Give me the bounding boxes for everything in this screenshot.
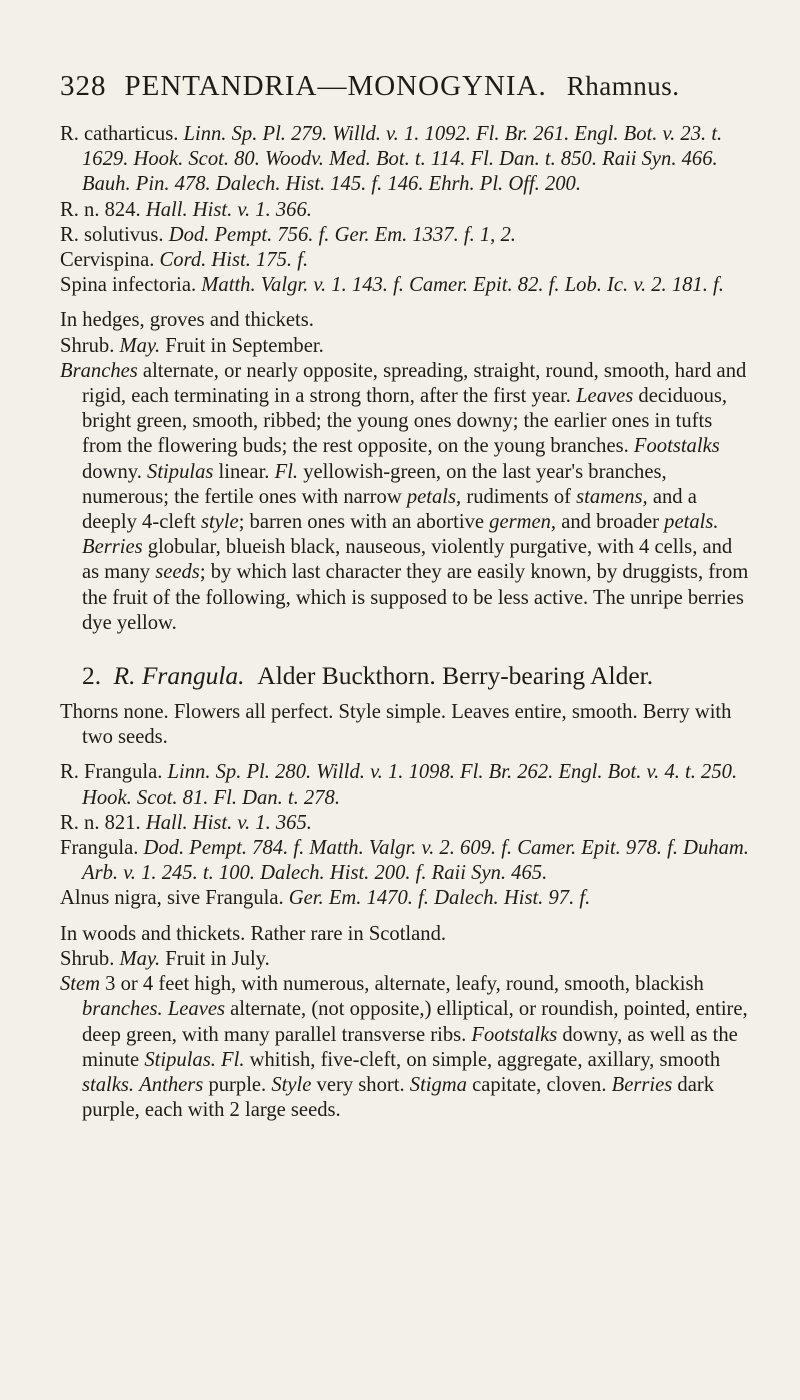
text: ; barren ones with an abortive — [238, 511, 490, 534]
habitat: In hedges, groves and thickets. — [60, 309, 314, 332]
synonym-refs: Hall. Hist. v. 1. 366. — [145, 198, 312, 221]
fruit-time: Fruit in July. — [165, 947, 270, 970]
term: Branches — [60, 359, 138, 382]
synonym-refs: Hall. Hist. v. 1. 365. — [145, 811, 312, 834]
text: dark purple, each with 2 large seeds. — [82, 1073, 715, 1122]
text: globular, blueish black, nauseous, violently purgative, with 4 cells, and as many — [82, 536, 733, 584]
page-number: 328 — [60, 70, 107, 102]
synonym-refs: Ger. Em. 1470. f. Dalech. Hist. 97. f. — [288, 887, 591, 910]
synonym-name: Spina infectoria. — [60, 274, 197, 297]
common-name: Alder Buckthorn. Berry-bearing Alder. — [257, 661, 654, 691]
term: branches. — [82, 998, 163, 1021]
text: and broader — [556, 511, 665, 534]
synonym-entry — [60, 836, 750, 886]
term: Berries — [611, 1073, 673, 1096]
text: ; by which last character they are easily known, by druggists, from the fruit of the following, which is supposed to be less active. The unripe berries dye yellow. — [82, 561, 749, 634]
term: germen, — [489, 511, 557, 534]
spacer — [60, 298, 750, 308]
text: deciduous, bright green, smooth, ribbed; the young ones downy; the earlier ones in tufts from the flowering buds; the rest opposite, on the young branches. — [82, 385, 728, 458]
synonym-refs: Dod. Pempt. 784. f. Matth. Valgr. v. 2. 609. f. Camer. Epit. 978. f. Duham. Arb. v. 1. 245. t. 100. Dalech. Hist. 200. f. Raii Syn. 465. — [82, 837, 749, 885]
term: petals. — [664, 511, 719, 534]
genus-heading: Rhamnus. — [566, 71, 680, 101]
habit: Shrub. — [60, 334, 115, 357]
spacer — [60, 636, 750, 662]
synonym-name: Cervispina. — [60, 249, 155, 272]
text: alternate, (not opposite,) elliptical, or roundish, pointed, entire, deep green, with many parallel transverse ribs. — [82, 998, 748, 1046]
synonym-name: R. n. 824. — [60, 198, 141, 221]
text: rudiments of — [461, 485, 577, 508]
text: 3 or 4 feet high, with numerous, alternate, leafy, round, smooth, blackish — [100, 973, 704, 996]
term: Fl. — [221, 1048, 245, 1071]
synonym-entry — [60, 248, 750, 273]
synonym-name: Alnus nigra, sive Frangula. — [60, 887, 284, 910]
synonym-refs: Matth. Valgr. v. 1. 143. f. Camer. Epit. 82. f. Lob. Ic. v. 2. 181. f. — [201, 274, 724, 297]
flowering-month: May. — [119, 947, 161, 970]
text: downy, as well as the minute — [82, 1023, 738, 1071]
spacer — [60, 750, 750, 760]
term: Stem — [60, 973, 101, 996]
synonym-refs: Linn. Sp. Pl. 280. Willd. v. 1. 1098. Fl. Br. 262. Engl. Bot. v. 4. t. 250. Hook. Scot. 81. Fl. Dan. t. 278. — [82, 761, 738, 809]
synonym-entry — [60, 122, 750, 198]
synonym-name: R. catharticus. — [60, 123, 179, 145]
term: Leaves — [576, 385, 634, 408]
term: Stipulas. — [144, 1048, 216, 1071]
term: stamens, — [576, 485, 648, 508]
term: Fl. — [274, 460, 299, 483]
synonym-refs: Dod. Pempt. 756. f. Ger. Em. 1337. f. 1, 2. — [168, 223, 516, 246]
page-header — [60, 70, 760, 103]
term: Berries — [82, 536, 143, 559]
synonym-refs: Linn. Sp. Pl. 279. Willd. v. 1. 1092. Fl. Br. 261. Engl. Bot. v. 23. t. 1629. Hook. Scot. 80. Woodv. Med. Bot. t. 114. Fl. Dan. t. 850. Raii Syn. 466. Bauh. Pin. 478. Dalech. Hist. 145. f. 146. Ehrh. Pl. Off. 200. — [82, 123, 723, 196]
term: Style — [271, 1073, 312, 1096]
term: Anthers — [139, 1073, 204, 1096]
synonym-entry — [60, 811, 750, 836]
text: purple. — [203, 1073, 272, 1096]
description — [60, 972, 750, 1123]
synonym-entry — [60, 273, 750, 298]
species-heading — [82, 662, 750, 690]
synonym-name: R. Frangula. — [60, 761, 163, 784]
habit: Shrub. — [60, 947, 115, 970]
synonym-name: R. solutivus. — [60, 223, 164, 246]
synonym-refs: Cord. Hist. 175. f. — [159, 249, 309, 272]
species-number: 2. — [82, 661, 102, 691]
flowering-time — [60, 334, 750, 359]
text: capitate, cloven. — [466, 1073, 612, 1096]
synonym-entry — [60, 198, 750, 223]
text: and a deeply 4-cleft — [82, 485, 697, 534]
flowering-month: May. — [119, 334, 161, 357]
term: style — [200, 511, 239, 534]
term: Footstalks — [633, 435, 720, 458]
term: Stipulas — [147, 460, 214, 483]
synonym-entry — [60, 760, 750, 810]
synonym-name: Frangula. — [60, 837, 139, 860]
term: Stigma — [409, 1073, 467, 1096]
spacer — [60, 912, 750, 922]
text: yellowish-green, on the last year's branches, numerous; the fertile ones with narrow — [82, 460, 667, 508]
synonym-name: R. n. 821. — [60, 811, 141, 834]
synonym-entry — [60, 886, 750, 911]
text: alternate, or nearly opposite, spreading, straight, round, smooth, hard and rigid, each terminating in a strong thorn, after the first year. — [82, 359, 747, 408]
term: Leaves — [167, 998, 225, 1021]
running-title: PENTANDRIA—MONOGYNIA. — [124, 70, 547, 102]
page-body — [60, 122, 750, 1123]
spacer — [60, 690, 750, 700]
specific-characters: Thorns none. Flowers all perfect. Style simple. Leaves entire, smooth. Berry with two seeds. — [60, 701, 732, 749]
habitat: In woods and thickets. Rather rare in Scotland. — [60, 922, 447, 945]
term: petals, — [406, 485, 462, 508]
flowering-time — [60, 947, 750, 972]
term: stalks. — [82, 1073, 135, 1096]
synonym-entry — [60, 223, 750, 248]
text: whitish, five-cleft, on simple, aggregate, axillary, smooth — [244, 1048, 721, 1071]
term: seeds — [155, 561, 200, 584]
term: Footstalks — [471, 1023, 558, 1046]
fruit-time: Fruit in September. — [165, 334, 324, 357]
species-name: R. Frangula. — [113, 661, 245, 691]
description — [60, 359, 750, 636]
text: very short. — [311, 1073, 410, 1096]
text: downy. — [82, 460, 148, 483]
text: linear. — [213, 460, 275, 483]
